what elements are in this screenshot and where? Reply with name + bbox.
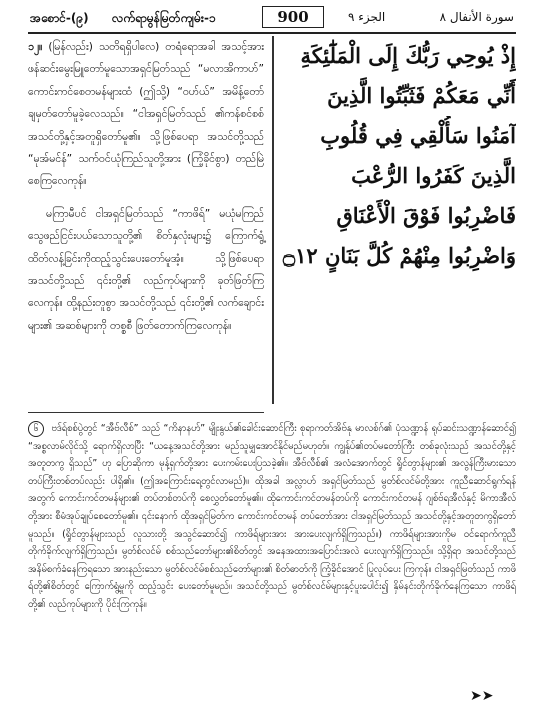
- footnote: [28, 420, 516, 682]
- arabic-line-3: آمَنُوا سَأُلْقِي فِي قُلُوبِ: [320, 123, 516, 148]
- arabic-line-6: وَاضْرِبُوا مِنْهُمْ كُلَّ بَنَانٍ ۝١٢: [282, 243, 516, 268]
- arabic-line-5: فَاضْرِبُوا فَوْقَ الْأَعْنَاقِ: [336, 203, 516, 228]
- arabic-line-4: الَّذِينَ كَفَرُوا الرُّعْبَ: [351, 163, 516, 188]
- arabic-line-1: إِذْ يُوحِي رَبُّكَ إِلَى الْمَلَٰٓئِكَةِ: [300, 43, 516, 68]
- volume-label: အစောင်-(၉): [30, 11, 89, 25]
- footnote-separator: [28, 412, 264, 413]
- page-number: 900: [262, 6, 324, 28]
- translation-paragraph-1: [28, 36, 264, 193]
- translation-text-1: (မြန်လည်း) သတိရရှိပါလေ) တရံရောအခါ အသင့်အား ဖန်ဆင်းမွေးမြူတော်မူသောအရှင်မြတ်သည် “မလာအိကာဟ်” ကောင်းကင်စေတမန်များထံ (ဤသို့) “ဝဟ်ယ်” အမိန့်တော် ချမှတ်တော်မူခဲ့လေသည်။ “ငါအရှင်မြတ်သည် ၏ကန်စင်စစ် အသင်တို့နှင့်အတူရှိတော်မူ၏။ သို့ဖြစ်ပေရာ အသင်တို့သည် “မုအ်မင်န်” သက်ဝင်ယုံကြည်သူတို့အား (ကြံ့ခိုင်စွာ) တည်မြဲစေကြလေကုန်။: [28, 41, 264, 188]
- book-title: လက်ရာမွန်မြတ်ကျမ်း-၁: [112, 11, 216, 25]
- juz-label: الجزء ٩: [348, 10, 386, 24]
- surah-label: سورة الأنفال ٨: [439, 10, 514, 24]
- footnote-marker: ၆: [28, 421, 44, 437]
- footnote-text: ဗဒ်ရ်စစ်ပွဲတွင် “အီဗ်လီစ်” သည် “ကိနာနဟ်” မျိုးနွယ်၏ခေါင်းဆောင်ကြီး စုရာကတ်အိဗ်နု မာလစ်ဂ်၏ ပုံသဏ္ဍာန် ရုပ်ဆင်းသဏ္ဍာန်ဆောင်၍ “အစ္စလာမ်လိုင်သို့ ရောက်ရှိလာပြီး “ယနေ့အသင်တို့အား မည်သူမျှအောင်နိုင်မည်မဟုတ်။ ကျွန်ုပ်၏တပ်မတော်ကြီး တစ်ခုလုံးသည် အသင်တို့နှင့်အတူတကွ ရှိသည်” ဟု ပြောဆိုကာ မုန့်ရှက်တို့အား ပေးကမ်းပေးပြသခဲ့၏။ အီဗ်လီစ်၏ အလံအောက်တွင် ရှိုင်တွာန်များ၏ အလွန်ကြီးမားသော တပ်ကြီးတစ်တပ်လည်း ပါရှိ၏။ (ဤအကြောင်းရေ့တွင်လာမည်)။ ထိုအခါ အလ္လာဟ် အရှင်မြတ်သည် မွတ်စ်လင်မ်တို့အား ကူညီဆောင်ရွက်ရန်အတွက် ကောင်းကင်တမန်များ၏ တပ်တစ်တပ်ကို စေလွှတ်တော်မူ၏။ ထိုကောင်းကင်တမန်တပ်ကို ကောင်းကင်တမန် ဂျစ်ဗ်ရအီလ်နှင့် မိကာအီလ်တို့အား စီမံအုပ်ချုပ်စေတော်မူ၏။ ၎င်းနောက် ထိုအရှင်မြတ်က ကောင်းကင်တမန် တပ်တော်အား ငါအရှင်မြတ်သည် အသင်တို့နှင့်အတူတကွရှိတော်မူသည်။ (ရှိုင်တွာန်များသည် လူသားတို့ အသွင်ဆောင်၍ ကာဖိရ်များအား အားပေးလျက်ရှိကြသည်။) ကာဖိရ်များအားကိုမ ဝင်ရောက်ကူညီ တိုက်ခိုက်လျက်ရှိကြသည်။ မွတ်စ်လင်မ် စစ်သည်တော်များ၏စိတ်တွင် အနေအထားအပြောင်းအလဲ ပေးလျက်ရှိကြသည်။ သို့ရှိရာ အသင်တို့သည် အနိမ်စက်ခံနေကြရသော အားနည်းသော မွတ်စ်လင်မ်စစ်သည်တော်များ၏ စိတ်ဓာတ်ကို ကြံ့ခိုင်အောင် ပြုလုပ်ပေး ကြကုန်။ ငါအရှင်မြတ်သည် ကာဖိရ်တို့၏စိတ်တွင် ကြောက်ရွံ့မှုကို ထည့်သွင်း ပေးတော်မူမည်။ အသင်တို့သည် မွတ်စ်လင်မ်များနှင့်ပူးပေါင်း၍ နှိမ်နင်းတိုက်ခိုက်နေကြသော ကာဖိရ်တို့၏ လည်ကုပ်များကို ပိုင်းကြကုန်။: [28, 423, 516, 610]
- main-content: [28, 36, 516, 404]
- translation-column: [28, 36, 264, 404]
- arabic-column: [282, 36, 516, 404]
- arabic-line-2: أَنِّي مَعَكُمْ فَثَبِّتُوا الَّذِينَ: [327, 83, 516, 108]
- double-arrow-icon: ➤➤: [470, 688, 494, 704]
- column-divider: [272, 36, 274, 404]
- verse-number: ၁၂။: [28, 41, 43, 53]
- page-header: [28, 6, 516, 34]
- translation-paragraph-2: မကြာမီပင် ငါအရှင်မြတ်သည် “ကာဖိရ်” မယုံမကြည် သွေဖည်ငြင်းပယ်သောသူတို့၏ စိတ်နှလုံးများ၌ ကြောက်ရွံ့ထိတ်လန့်ခြင်းကိုထည့်သွင်းပေးတော်မူအံ့။ သို့ဖြစ်ပေရာ အသင်တို့သည် ၎င်းတို့၏ လည်ကုပ်များကို ခုတ်ဖြတ်ကြလေကုန်။ ထို့နည်းတူစွာ အသင်တို့သည် ၎င်းတို့၏ လက်ချောင်းများ၏ အဆစ်များကို တစ္စစီ ဖြတ်တောက်ကြလေကုန်။: [28, 207, 264, 332]
